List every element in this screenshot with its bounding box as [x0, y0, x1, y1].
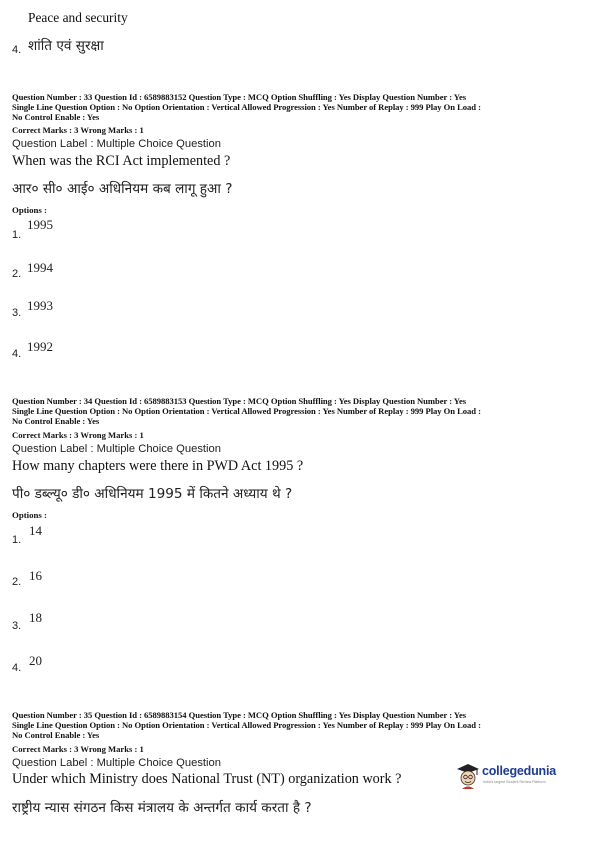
- question-meta-line-3: No Control Enable : Yes: [12, 730, 100, 740]
- option-2-value[interactable]: 16: [29, 568, 42, 583]
- brand-name: collegedunia: [482, 764, 557, 778]
- question-meta-line-2: Single Line Question Option : No Option Orientation : Vertical Allowed Progression : Yes Number of Replay : 999 Play On Load :: [12, 102, 481, 112]
- question-label: Question Label : Multiple Choice Question: [12, 757, 221, 769]
- question-text-english: How many chapters were there in PWD Act 1995 ?: [12, 458, 304, 474]
- options-heading: Options :: [12, 205, 47, 215]
- question-meta-line-1: Question Number : 33 Question Id : 6589883152 Question Type : MCQ Option Shuffling : Yes Display Question Number : Yes: [12, 92, 467, 102]
- question-meta-line-3: No Control Enable : Yes: [12, 416, 100, 426]
- option-1-value[interactable]: 14: [29, 523, 42, 538]
- option-4-number: 4.: [12, 662, 22, 674]
- brand-tagline: India's largest Student Review Platform: [483, 780, 546, 784]
- graduate-mascot-icon: [455, 762, 481, 790]
- question-text-english: When was the RCI Act implemented ?: [12, 153, 231, 169]
- option-1-value[interactable]: 1995: [27, 217, 53, 232]
- option-2-number: 2.: [12, 576, 22, 588]
- option-3-number: 3.: [12, 307, 22, 319]
- question-marks: Correct Marks : 3 Wrong Marks : 1: [12, 430, 144, 440]
- question-meta-line-3: No Control Enable : Yes: [12, 112, 100, 122]
- option-2-number: 2.: [12, 268, 22, 280]
- prev-option-4-number: 4.: [12, 44, 22, 56]
- question-text-hindi: आर० सी० आई० अधिनियम कब लागू हुआ ?: [12, 181, 233, 197]
- question-label: Question Label : Multiple Choice Question: [12, 443, 221, 455]
- option-3-value[interactable]: 1993: [27, 298, 53, 313]
- option-2-value[interactable]: 1994: [27, 260, 53, 275]
- question-text-hindi: राष्ट्रीय न्यास संगठन किस मंत्रालय के अन्तर्गत कार्य करता है ?: [12, 800, 312, 816]
- question-text-hindi: पी० डब्ल्यू० डी० अधिनियम 1995 में कितने अध्याय थे ?: [12, 486, 293, 502]
- options-heading: Options :: [12, 510, 47, 520]
- option-3-value[interactable]: 18: [29, 610, 42, 625]
- option-4-value[interactable]: 20: [29, 653, 42, 668]
- question-meta-line-2: Single Line Question Option : No Option Orientation : Vertical Allowed Progression : Yes Number of Replay : 999 Play On Load :: [12, 720, 481, 730]
- option-1-number: 1.: [12, 534, 22, 546]
- option-4-number: 4.: [12, 348, 22, 360]
- question-meta-line-1: Question Number : 34 Question Id : 6589883153 Question Type : MCQ Option Shuffling : Yes Display Question Number : Yes: [12, 396, 467, 406]
- question-meta-line-2: Single Line Question Option : No Option Orientation : Vertical Allowed Progression : Yes Number of Replay : 999 Play On Load :: [12, 406, 481, 416]
- option-4-value[interactable]: 1992: [27, 339, 53, 354]
- collegedunia-logo: [455, 760, 555, 792]
- question-marks: Correct Marks : 3 Wrong Marks : 1: [12, 744, 144, 754]
- prev-option-4-english: Peace and security: [28, 10, 128, 25]
- option-3-number: 3.: [12, 620, 22, 632]
- question-meta-line-1: Question Number : 35 Question Id : 6589883154 Question Type : MCQ Option Shuffling : Yes Display Question Number : Yes: [12, 710, 467, 720]
- prev-option-4-hindi: शांति एवं सुरक्षा: [28, 38, 104, 54]
- question-label: Question Label : Multiple Choice Question: [12, 138, 221, 150]
- question-marks: Correct Marks : 3 Wrong Marks : 1: [12, 125, 144, 135]
- question-text-english: Under which Ministry does National Trust (NT) organization work ?: [12, 771, 402, 787]
- option-1-number: 1.: [12, 229, 22, 241]
